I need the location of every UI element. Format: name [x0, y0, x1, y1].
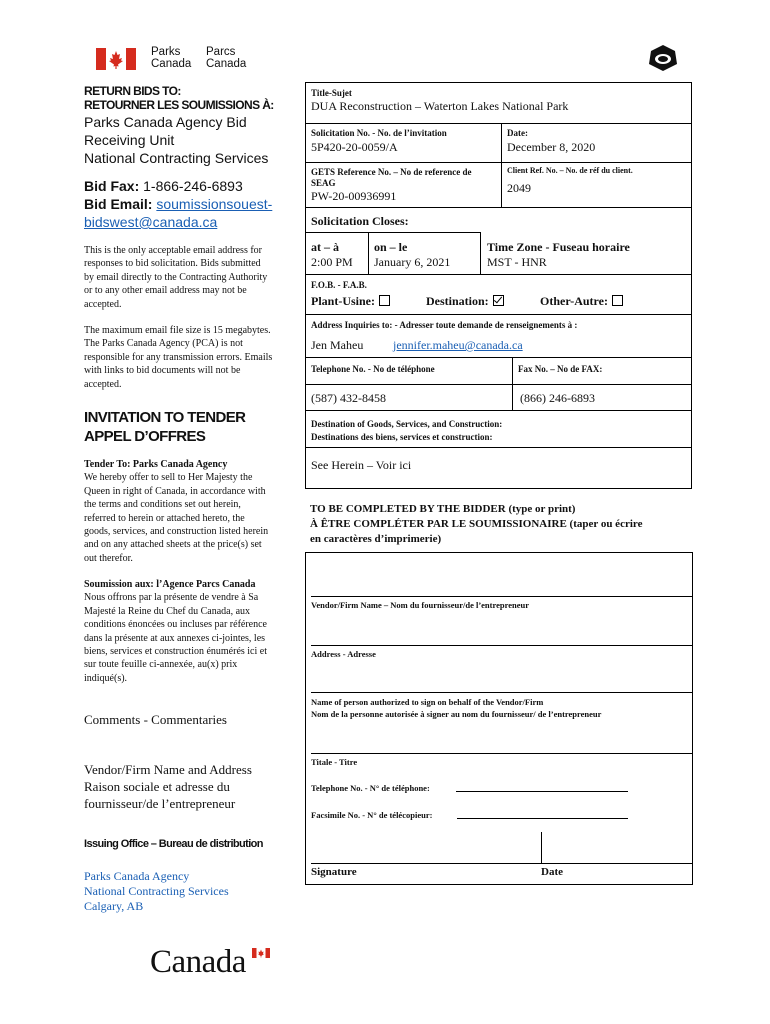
tender-fr-2: Majesté la Reine du Chef du Canada, aux — [84, 605, 251, 617]
size-note-2: The Parks Canada Agency (PCA) is not — [84, 338, 243, 350]
vrule-1 — [501, 123, 502, 162]
rule-4 — [305, 232, 480, 233]
signature-label: Signature — [311, 866, 357, 878]
bid-fax-number: 1-866-246-6893 — [143, 178, 243, 194]
gets-number: PW-20-00936991 — [311, 189, 397, 203]
telephone-field-label: Telephone No. - N° de téléphone: — [311, 783, 430, 793]
gets-label-2: SEAG — [311, 178, 336, 188]
client-ref-label: Client Ref. No. – No. de réf du client. — [507, 166, 633, 175]
telephone-field-line — [456, 791, 628, 792]
canada-flag-icon — [96, 48, 136, 70]
agency-name-en-2: Canada — [151, 58, 192, 70]
vendor-name-line — [311, 596, 692, 597]
bid-email-link-1[interactable]: soumissionsouest- — [156, 196, 273, 212]
facsimile-field[interactable] — [311, 810, 432, 820]
form-right-border — [691, 82, 692, 489]
bid-unit-line-1: Parks Canada Agency Bid — [84, 114, 247, 130]
email-note-1: This is the only acceptable email address for — [84, 245, 262, 256]
tender-en-3: the terms and conditions set out herein, — [84, 499, 241, 511]
issuing-office-heading: Issuing Office – Bureau de distribution — [84, 838, 263, 850]
rule-2 — [305, 162, 692, 163]
tender-fr-6: sur toute feuille ci-annexée, au(x) prix — [84, 659, 238, 671]
vendor-address-label-2: Raison sociale et adresse du — [84, 779, 230, 794]
signature-line — [311, 863, 692, 864]
gets-label-1: GETS Reference No. – No de reference de — [311, 167, 472, 177]
tender-fr-7: indiqué(s). — [84, 672, 128, 684]
title-line — [311, 753, 692, 754]
tender-fr-1: Nous offrons par la présente de vendre à Sa — [84, 592, 259, 604]
contact-email-link[interactable]: jennifer.maheu@canada.ca — [393, 338, 523, 352]
bid-email — [84, 195, 272, 213]
tender-en-4: referred to herein or attached hereto, the — [84, 512, 245, 524]
authorized-label-fr: Nom de la personne autorisée à signer au nom du fournisseur/ de l’entrepreneur — [311, 709, 602, 719]
time-zone-value: MST - HNR — [487, 255, 547, 269]
size-note-4: with links to bid documents will not be — [84, 365, 241, 377]
authorized-line — [311, 692, 692, 693]
tender-en-6: and on any attached sheets at the price(s) set — [84, 539, 262, 551]
destination-goods-en: Destination of Goods, Services, and Construction: — [311, 419, 503, 429]
to-be-completed-en: TO BE COMPLETED BY THE BIDDER (type or print) — [310, 503, 576, 515]
date-field-label: Date — [541, 866, 563, 878]
fob-label: F.O.B. - F.A.B. — [311, 280, 367, 290]
telephone-label: Telephone No. - No de téléphone — [311, 364, 435, 374]
email-note-4: or to any other email address may not be — [84, 285, 247, 297]
telephone-value: (587) 432-8458 — [311, 391, 386, 405]
form-top-rule — [305, 82, 692, 83]
bid-unit-line-3: National Contracting Services — [84, 150, 269, 166]
comments-label: Comments - Commentaries — [84, 712, 227, 727]
fax-label: Fax No. – No de FAX: — [518, 364, 603, 374]
email-note-5: accepted. — [84, 298, 122, 310]
rule-5 — [305, 274, 692, 275]
email-note-2: responses to bid solicitation. Bids submitted — [84, 258, 261, 270]
wordmark-flag-icon — [252, 948, 270, 958]
tender-fr-5: biens, services et construction énumérés ici et — [84, 646, 267, 658]
to-be-completed-fr-2: en caractères d’imprimerie) — [310, 533, 442, 545]
other-autre-option[interactable] — [540, 294, 623, 309]
rule-11 — [305, 488, 692, 489]
solicitation-closes-label: Solicitation Closes: — [311, 214, 409, 228]
fax-value: (866) 246-6893 — [520, 391, 595, 405]
address-inquiries-label: Address Inquiries to: - Adresser toute demande de renseignements à : — [311, 320, 578, 330]
vrule-4 — [480, 232, 481, 274]
tender-fr-heading: Soumission aux: l’Agence Parcs Canada — [84, 579, 256, 590]
issuing-address-3: Calgary, AB — [84, 899, 144, 913]
canada-wordmark-text: Canada — [150, 944, 246, 980]
destination-goods-fr: Destinations des biens, services et construction: — [311, 432, 493, 442]
rule-7 — [305, 357, 692, 358]
size-note-3: responsible for any transmission errors. Emails — [84, 351, 273, 363]
issuing-address-2: National Contracting Services — [84, 884, 229, 898]
tender-fr-4: dans la présente at aux annexes ci-jointes, les — [84, 632, 266, 644]
vrule-2 — [501, 162, 502, 207]
issuing-address-1: Parks Canada Agency — [84, 869, 190, 883]
address-line — [311, 645, 692, 646]
tender-en-2: Queen in right of Canada, in accordance with — [84, 485, 266, 497]
authorized-label-en: Name of person authorized to sign on behalf of the Vendor/Firm — [311, 697, 544, 707]
destination-checkbox-checked[interactable] — [493, 295, 504, 306]
rule-6 — [305, 314, 692, 315]
vendor-address-label-1: Vendor/Firm Name and Address — [84, 762, 252, 777]
bid-email-label: Bid Email: — [84, 196, 153, 212]
agency-name-fr-2: Canada — [206, 58, 247, 70]
tender-fr-3: conditions énoncées ou incluses par référence — [84, 619, 267, 631]
signature-divider — [541, 832, 542, 863]
canada-wordmark — [150, 944, 272, 980]
email-note-3: by email directly to the Contracting Authority — [84, 271, 268, 283]
plant-usine-checkbox[interactable] — [379, 295, 390, 306]
see-herein: See Herein – Voir ici — [311, 458, 412, 472]
other-autre-label: Other-Autre: — [540, 294, 608, 308]
on-label: on – le — [374, 240, 408, 254]
rule-3 — [305, 207, 692, 208]
plant-usine-option[interactable] — [311, 294, 390, 309]
size-note-1: The maximum email file size is 15 megabytes. — [84, 325, 271, 336]
destination-option[interactable] — [426, 294, 504, 309]
tender-en-heading: Tender To: Parks Canada Agency — [84, 459, 228, 470]
agency-name-en-1: Parks — [151, 46, 181, 58]
agency-name-fr-1: Parcs — [206, 46, 236, 58]
rule-10 — [305, 447, 692, 448]
solicitation-label: Solicitation No. - No. de l’invitation — [311, 128, 447, 138]
destination-label: Destination: — [426, 294, 489, 308]
beaver-emblem-icon — [648, 44, 678, 72]
title-field-label: Titale - Titre — [311, 757, 358, 767]
bid-unit-line-2: Receiving Unit — [84, 132, 175, 148]
vendor-name-label: Vendor/Firm Name – Nom du fournisseur/de l’entrepreneur — [311, 600, 529, 610]
at-label: at – à — [311, 240, 339, 254]
address-label: Address - Adresse — [311, 649, 376, 659]
title-label: Title-Sujet — [311, 88, 352, 98]
return-bids-en: RETURN BIDS TO: — [84, 84, 181, 98]
tender-en-1: We hereby offer to sell to Her Majesty the — [84, 472, 253, 484]
plant-usine-label: Plant-Usine: — [311, 294, 375, 308]
form-left-border — [305, 82, 306, 489]
facsimile-field-label: Facsimile No. - N° de télécopieur: — [311, 810, 433, 820]
appel-d-offres: APPEL D’OFFRES — [84, 428, 206, 445]
tender-en-7: out therefor. — [84, 552, 133, 564]
other-autre-checkbox[interactable] — [612, 295, 623, 306]
at-value: 2:00 PM — [311, 255, 353, 269]
tender-en-5: goods, services, and construction listed herein — [84, 526, 269, 538]
vrule-3 — [368, 232, 369, 274]
size-note-5: accepted. — [84, 378, 122, 390]
date-label: Date: — [507, 128, 528, 138]
solicitation-number: 5P420-20-0059/A — [311, 140, 398, 154]
telephone-field[interactable] — [311, 783, 430, 793]
parks-canada-logo — [96, 48, 246, 72]
rule-9 — [305, 410, 692, 411]
contact-name: Jen Maheu — [311, 338, 364, 352]
date-value: December 8, 2020 — [507, 140, 596, 154]
vendor-address-label-3: fournisseur/de l’entrepreneur — [84, 796, 236, 811]
client-ref-value: 2049 — [507, 181, 531, 195]
invitation-to-tender: INVITATION TO TENDER — [84, 409, 246, 426]
rule-1 — [305, 123, 692, 124]
title-value: DUA Reconstruction – Waterton Lakes National Park — [311, 99, 569, 113]
return-bids-fr: RETOURNER LES SOUMISSIONS À: — [84, 98, 274, 112]
time-zone-label: Time Zone - Fuseau horaire — [487, 240, 630, 254]
facsimile-field-line — [457, 818, 628, 819]
on-value: January 6, 2021 — [374, 255, 451, 269]
bid-fax-label: Bid Fax: — [84, 178, 140, 194]
to-be-completed-fr-1: À ÊTRE COMPLÉTER PAR LE SOUMISSIONAIRE (taper ou écrire — [310, 518, 643, 530]
rule-8 — [305, 384, 692, 385]
bid-email-link-2[interactable]: bidswest@canada.ca — [84, 214, 218, 230]
bid-fax — [84, 177, 272, 195]
